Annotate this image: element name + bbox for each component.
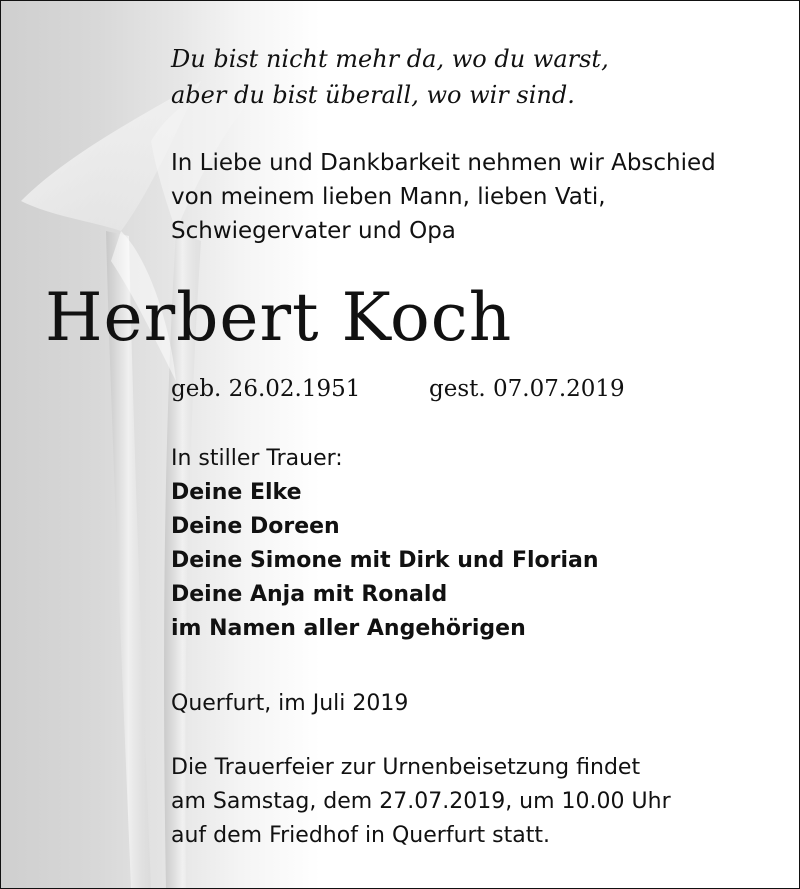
deceased-name: Herbert Koch xyxy=(45,279,513,356)
mourner-name: Deine Elke xyxy=(171,480,302,505)
mourner-name: im Namen aller Angehörigen xyxy=(171,616,526,641)
mourners-heading: In stiller Trauer: xyxy=(171,446,343,471)
mourner-name: Deine Anja mit Ronald xyxy=(171,582,448,607)
mourner-name: Deine Doreen xyxy=(171,514,340,539)
quote-line-2: aber du bist überall, wo wir sind. xyxy=(171,81,575,109)
farewell-intro xyxy=(171,146,716,248)
intro-line-3: Schwiegervater und Opa xyxy=(171,218,456,244)
mourner-name: Deine Simone mit Dirk und Florian xyxy=(171,548,599,573)
place-and-date: Querfurt, im Juli 2019 xyxy=(171,691,409,716)
funeral-line-1: Die Trauerfeier zur Urnenbeisetzung findet xyxy=(171,755,641,780)
death-date: gest. 07.07.2019 xyxy=(429,376,625,402)
intro-line-1: In Liebe und Dankbarkeit nehmen wir Abschied xyxy=(171,150,716,176)
mourners-block xyxy=(171,442,599,646)
funeral-line-2: am Samstag, dem 27.07.2019, um 10.00 Uhr xyxy=(171,789,671,814)
quote-line-1: Du bist nicht mehr da, wo du warst, xyxy=(171,45,609,73)
birth-date: geb. 26.02.1951 xyxy=(171,376,361,402)
intro-line-2: von meinem lieben Mann, lieben Vati, xyxy=(171,184,606,210)
quote xyxy=(171,41,609,113)
funeral-line-3: auf dem Friedhof in Querfurt statt. xyxy=(171,823,550,848)
funeral-notice xyxy=(171,751,671,853)
